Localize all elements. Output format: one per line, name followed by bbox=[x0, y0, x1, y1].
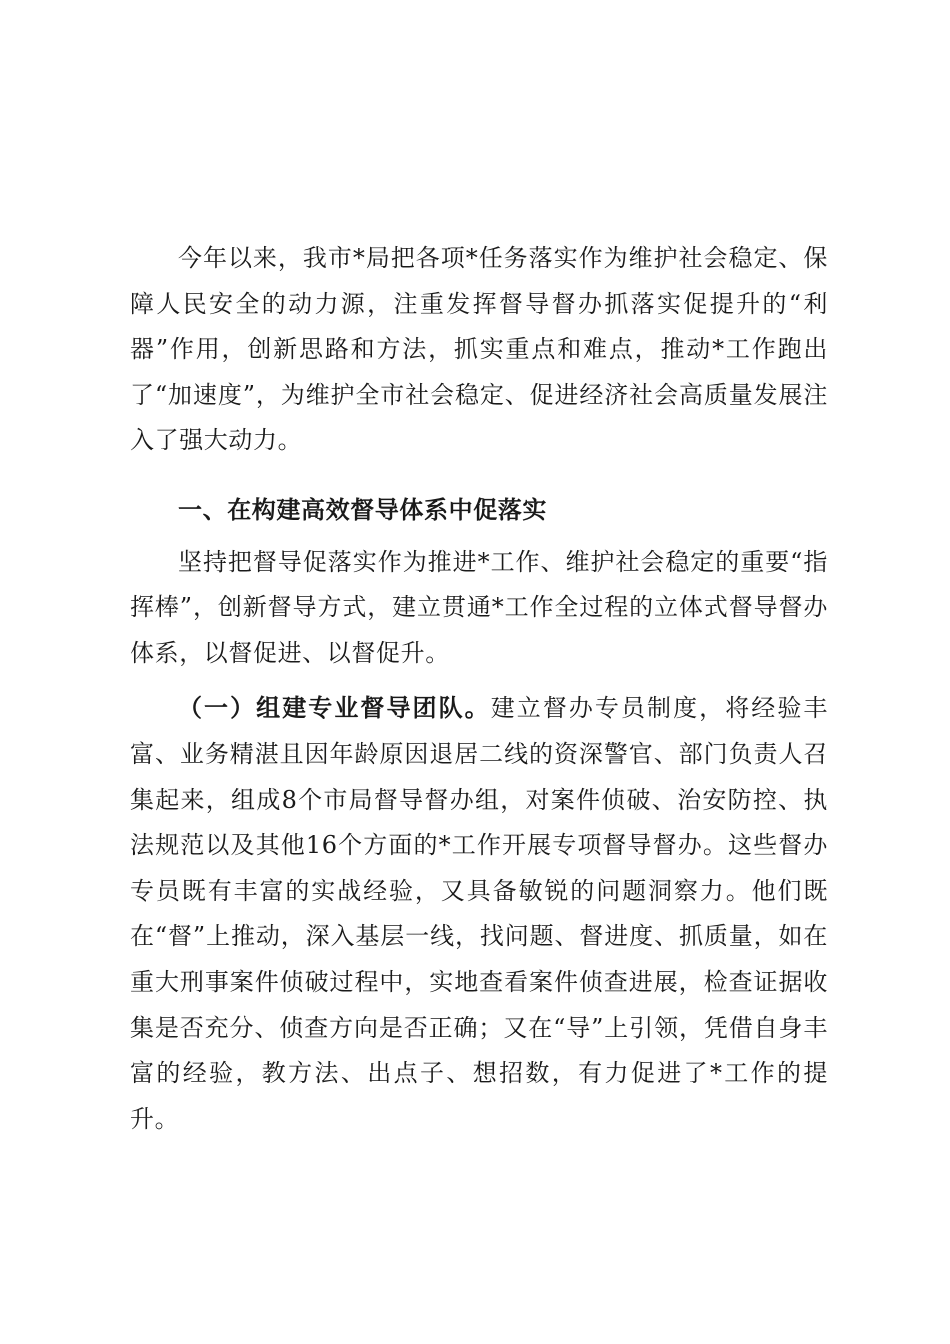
section-paragraph: 坚持把督导促落实作为推进*工作、维护社会稳定的重要“指挥棒”，创新督导方式，建立贯通*工作全过程的立体式督导督办体系，以督促进、以督促升。 bbox=[130, 547, 828, 667]
item-body: 建立督办专员制度，将经验丰富、业务精湛且因年龄原因退居二线的资深警官、部门负责人召集起来，组成8个市局督导督办组，对案件侦破、治安防控、执法规范以及其他16个方面的*工作开展专项督导督办。这些督办专员既有丰富的实战经验，又具备敏锐的问题洞察力。他们既在“督”上推动，深入基层一线，找问题、督进度、抓质量，如在重大刑事案件侦破过程中，实地查看案件侦查进展，检查证据收集是否充分、侦查方向是否正确；又在“导”上引领，凭借自身丰富的经验，教方法、出点子、想招数，有力促进了*工作的提升。 bbox=[130, 694, 828, 1133]
document-body bbox=[130, 236, 828, 1142]
item-paragraph bbox=[130, 686, 828, 1142]
intro-paragraph: 今年以来，我市*局把各项*任务落实作为维护社会稳定、保障人民安全的动力源，注重发挥督导督办抓落实促提升的“利器”作用，创新思路和方法，抓实重点和难点，推动*工作跑出了“加速度”，为维护全市社会稳定、促进经济社会高质量发展注入了强大动力。 bbox=[130, 244, 828, 455]
paragraph-gap bbox=[130, 464, 828, 474]
paragraph-gap bbox=[130, 676, 828, 686]
section-heading: 一、在构建高效督导体系中促落实 bbox=[178, 495, 547, 524]
item-title: （一）组建专业督导团队。 bbox=[178, 694, 491, 723]
